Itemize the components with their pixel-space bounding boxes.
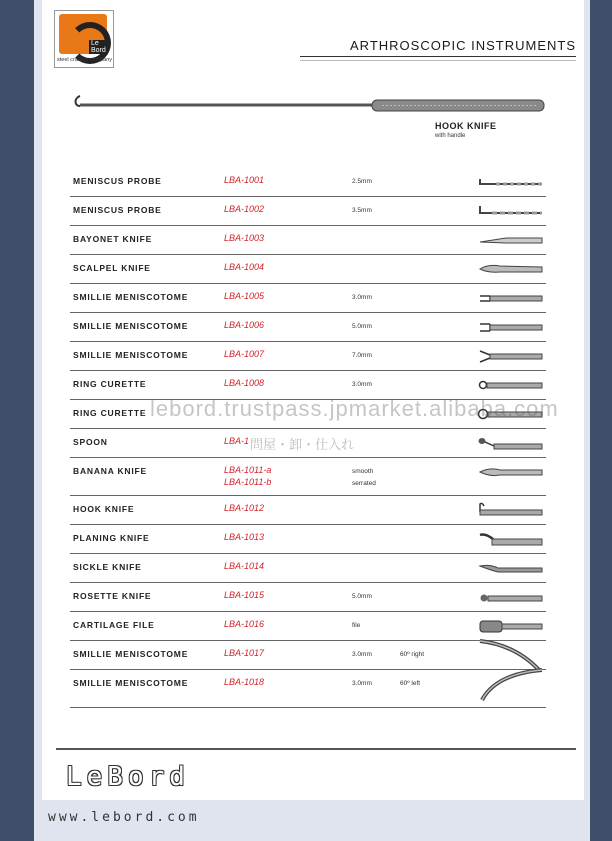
probe-image [476,172,546,192]
rosette-knife-image [476,587,546,607]
instrument-code: LBA-1001 [224,175,265,185]
sickle-knife-image [476,558,546,578]
instrument-size: 3.0mm [352,381,372,388]
instrument-name: SMILLIE MENISCOTOME [73,678,189,688]
footer-divider [56,748,576,750]
instrument-size: 3.5mm [352,207,372,214]
watermark-secondary: 問屋・卸・仕入れ [250,437,355,452]
hero-caption [435,121,497,139]
instrument-angle: 60º left [400,680,421,687]
instrument-name: HOOK KNIFE [73,504,135,514]
instrument-size-variant: serrated [352,480,376,487]
instrument-size: 7.0mm [352,352,372,359]
instrument-code: LBA-1005 [224,291,265,301]
left-border [0,0,42,841]
hero-subtitle: with handle [435,133,466,139]
logo-text: Le Bord [91,40,106,54]
logo-subtitle: steel crafting company [57,57,113,63]
instrument-row [70,313,546,342]
scalpel-knife-image [476,259,546,279]
instrument-code: LBA-1016 [224,619,265,629]
cartilage-file-image [476,616,546,636]
instrument-name: BAYONET KNIFE [73,234,153,244]
logo-mark [59,14,107,54]
instrument-code: LBA-1014 [224,561,265,571]
instrument-name: SMILLIE MENISCOTOME [73,350,189,360]
instrument-size: 2.5mm [352,178,372,185]
page-title: ARTHROSCOPIC INSTRUMENTS [350,38,576,53]
instrument-name: MENISCUS PROBE [73,176,162,186]
instrument-size: 3.0mm [352,651,372,658]
instrument-name: SICKLE KNIFE [73,562,142,572]
instrument-code: LBA-1007 [224,349,265,359]
instrument-code: LBA-1013 [224,532,265,542]
right-border [584,0,612,841]
instrument-name: SMILLIE MENISCOTOME [73,649,189,659]
instrument-row [70,458,546,496]
instrument-code: LBA-1015 [224,590,265,600]
company-logo [54,10,114,68]
instrument-size: 5.0mm [352,593,372,600]
instrument-row [70,612,546,641]
instrument-name: RING CURETTE [73,379,147,389]
instrument-row [70,197,546,226]
instrument-size: 5.0mm [352,323,372,330]
instrument-name: BANANA KNIFE [73,466,147,476]
instrument-code: LBA-1017 [224,648,265,658]
instrument-row [70,226,546,255]
instrument-row [70,168,546,197]
instrument-name: SCALPEL KNIFE [73,263,151,273]
instrument-row [70,255,546,284]
instrument-code: LBA-1003 [224,233,265,243]
curved-meniscotome-left-image [476,666,546,704]
instrument-name: SMILLIE MENISCOTOME [73,321,189,331]
ring-curette-image [476,375,546,395]
meniscotome-image [476,346,546,366]
footer-url[interactable]: www.lebord.com [48,810,200,825]
instrument-code: LBA-1012 [224,503,265,513]
instrument-name: CARTILAGE FILE [73,620,155,630]
instrument-row [70,342,546,371]
instrument-angle: 60º right [400,651,425,658]
instrument-row [70,284,546,313]
spoon-image [476,433,546,453]
instrument-code: LBA-1018 [224,677,265,687]
instrument-code: LBA-1002 [224,204,265,214]
probe-image [476,201,546,221]
title-divider-secondary [300,60,576,61]
instrument-name: PLANING KNIFE [73,533,150,543]
hero-title: HOOK KNIFE [435,121,497,131]
banana-knife-image [476,462,546,482]
hook-knife-image [72,88,552,118]
instrument-row [70,670,546,708]
instrument-size: smooth [352,468,374,475]
instrument-code: LBA-1008 [224,378,265,388]
hook-knife-small-image [476,500,546,520]
instrument-code: LBA-1006 [224,320,265,330]
footer-brand: LeBord [66,762,190,792]
instrument-code: LBA-1004 [224,262,265,272]
planing-knife-image [476,529,546,549]
title-divider [300,56,576,57]
instrument-size: 3.0mm [352,680,372,687]
instrument-row [70,525,546,554]
instrument-row [70,583,546,612]
watermark: lebord.trustpass.jpmarket.alibaba.com [150,396,559,421]
instrument-name: RING CURETTE [73,408,147,418]
instrument-row [70,554,546,583]
instrument-row [70,641,546,670]
instrument-name: SPOON [73,437,108,447]
instrument-name: MENISCUS PROBE [73,205,162,215]
instrument-name: ROSETTE KNIFE [73,591,152,601]
meniscotome-image [476,317,546,337]
instrument-size: file [352,622,361,629]
meniscotome-image [476,288,546,308]
bayonet-knife-image [476,230,546,250]
instrument-code-variant: LBA-1011-b [224,477,272,487]
instrument-row [70,496,546,525]
instrument-code: LBA-1011-a [224,465,272,475]
instrument-code: LBA-1 [224,436,250,446]
instrument-size: 3.0mm [352,294,372,301]
instrument-name: SMILLIE MENISCOTOME [73,292,189,302]
